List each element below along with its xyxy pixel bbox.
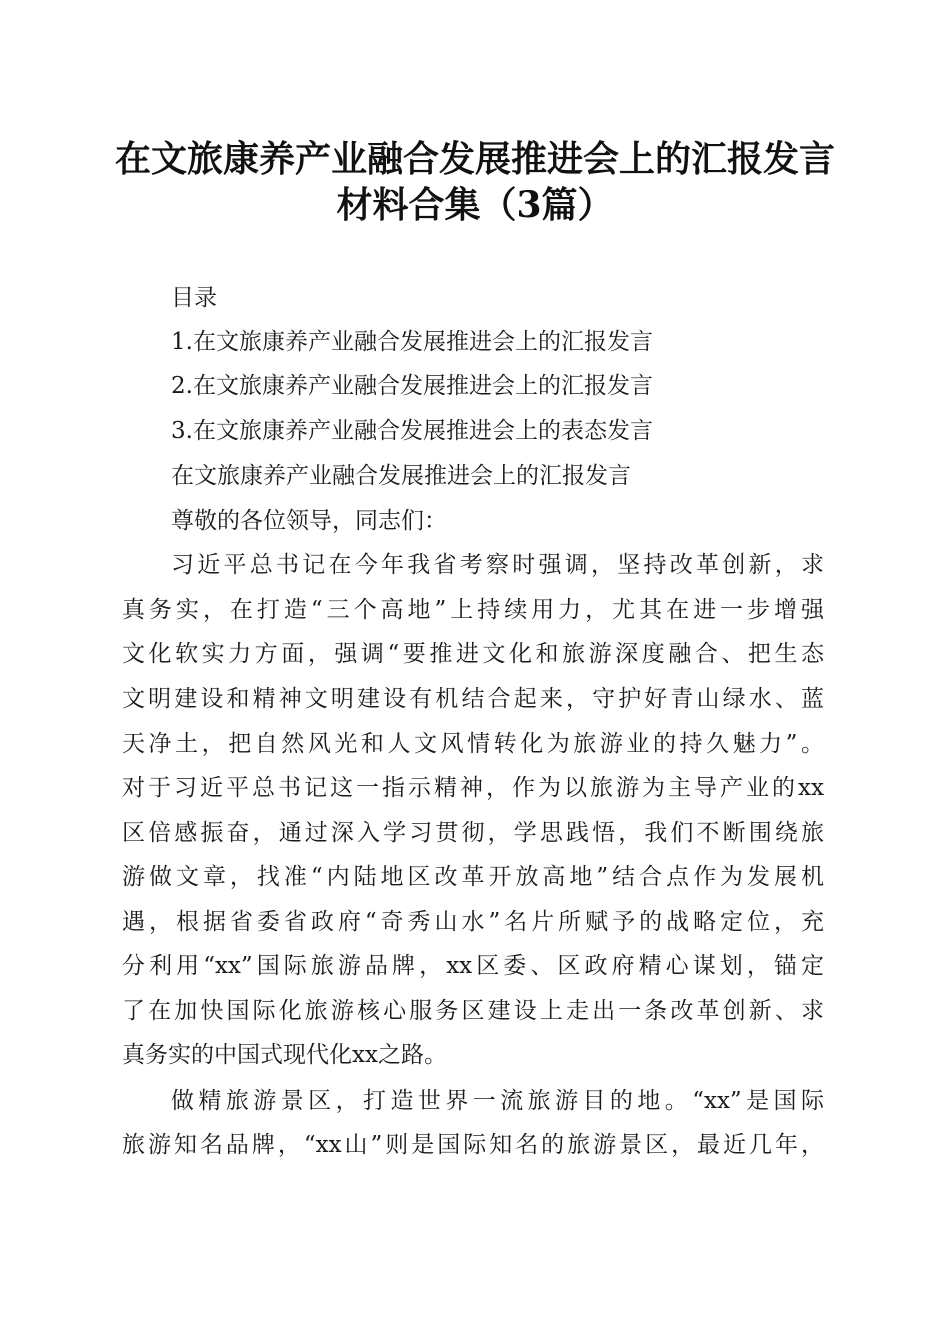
toc-heading: 目录 xyxy=(171,285,217,311)
paragraph-1-line: 对于习近平总书记这一指示精神，作为以旅游为主导产业的xx xyxy=(122,775,824,801)
paragraph-1-line: 天净土，把自然风光和人文风情转化为旅游业的持久魅力”。 xyxy=(122,731,824,757)
greeting: 尊敬的各位领导，同志们： xyxy=(171,508,447,534)
toc-item-3: 3.在文旅康养产业融合发展推进会上的表态发言 xyxy=(171,418,653,444)
paragraph-1-line: 真务实的中国式现代化xx之路。 xyxy=(122,1042,447,1068)
toc-item-1: 1.在文旅康养产业融合发展推进会上的汇报发言 xyxy=(171,329,653,355)
paragraph-1-line: 分利用“xx”国际旅游品牌，xx区委、区政府精心谋划，锚定 xyxy=(122,953,824,979)
paragraph-1-line: 文明建设和精神文明建设有机结合起来，守护好青山绿水、蓝 xyxy=(122,686,824,712)
paragraph-1-line: 习近平总书记在今年我省考察时强调，坚持改革创新，求 xyxy=(171,552,824,578)
paragraph-1-line: 游做文章，找准“内陆地区改革开放高地”结合点作为发展机 xyxy=(122,864,824,890)
paragraph-2-line: 做精旅游景区，打造世界一流旅游目的地。“xx”是国际 xyxy=(171,1088,824,1114)
paragraph-2-line: 旅游知名品牌，“xx山”则是国际知名的旅游景区，最近几年， xyxy=(122,1132,824,1158)
paragraph-1-line: 了在加快国际化旅游核心服务区建设上走出一条改革创新、求 xyxy=(122,998,824,1024)
toc-item-2: 2.在文旅康养产业融合发展推进会上的汇报发言 xyxy=(171,373,653,399)
document-title-line-1: 在文旅康养产业融合发展推进会上的汇报发言 xyxy=(114,138,835,180)
paragraph-1-line: 文化软实力方面，强调“要推进文化和旅游深度融合、把生态 xyxy=(122,641,824,667)
paragraph-1-line: 遇，根据省委省政府“奇秀山水”名片所赋予的战略定位，充 xyxy=(122,909,824,935)
paragraph-1-line: 真务实，在打造“三个高地”上持续用力，尤其在进一步增强 xyxy=(122,597,824,623)
section-title: 在文旅康养产业融合发展推进会上的汇报发言 xyxy=(171,463,631,489)
paragraph-1-line: 区倍感振奋，通过深入学习贯彻，学思践悟，我们不断围绕旅 xyxy=(122,820,824,846)
document-title-line-2: 材料合集（3篇） xyxy=(336,184,614,226)
